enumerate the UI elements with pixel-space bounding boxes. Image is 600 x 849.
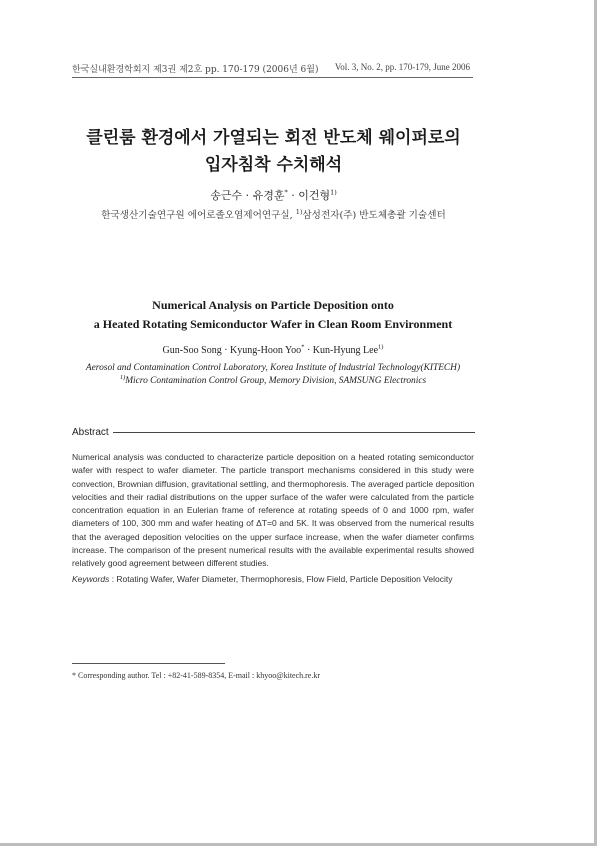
journal-header-english: Vol. 3, No. 2, pp. 170-179, June 2006: [334, 62, 470, 72]
keywords: [72, 574, 474, 584]
korean-authors: [0, 187, 547, 203]
english-author-names: Gun-Soo Song · Kyung-Hoon Yoo: [162, 345, 302, 356]
abstract-line: diameters of 100, 300 mm and wafer heating of ΔT=0 and 5K. It was observed from the numerical results: [72, 518, 474, 529]
footnote-divider: [72, 663, 225, 664]
abstract-label: Abstract: [72, 427, 109, 438]
abstract-line: relatively good agreement between different studies.: [72, 558, 269, 569]
header-divider: [72, 77, 473, 78]
korean-title: [0, 125, 547, 179]
korean-affiliation-second: 삼성전자(주) 반도체총괄 기술센터: [302, 210, 446, 221]
english-title-line-2: a Heated Rotating Semiconductor Wafer in Clean Room Environment: [93, 317, 453, 331]
korean-title-line-2: 입자침착 수치해석: [204, 155, 343, 175]
abstract-line: Numerical analysis was conducted to characterize particle deposition on a heated rotating semiconductor: [72, 452, 474, 462]
korean-affiliation-mark: 1): [295, 207, 303, 216]
korean-author-last: · 이건형: [287, 189, 331, 202]
korean-author-names: 송근수 · 유경훈: [210, 189, 285, 202]
keywords-label: Keywords: [72, 574, 110, 584]
english-author-last: · Kun-Hyung Lee: [304, 345, 379, 356]
korean-affiliation-main: 한국생산기술연구원 에어로졸오염제어연구실,: [101, 210, 296, 221]
abstract-line: velocities and their radial distributions on the upper surface of the wafer were calculated from the particle: [72, 491, 474, 502]
abstract-line: increase. The comparison of the present numerical results with the available experimental results showed: [72, 545, 474, 556]
english-affiliation-line-2-mark: 1): [119, 373, 126, 381]
english-affiliation: [0, 362, 546, 387]
keywords-text: : Rotating Wafer, Wafer Diameter, Thermophoresis, Flow Field, Particle Deposition Velocity: [109, 574, 453, 584]
corresponding-mark: *: [284, 188, 288, 197]
english-corresponding-mark: *: [301, 343, 305, 351]
affiliation-mark: 1): [330, 188, 337, 197]
corresponding-author-footnote: * Corresponding author. Tel : +82-41-589-8354, E-mail : khyoo@kitech.re.kr: [72, 671, 321, 680]
english-affiliation-mark: 1): [378, 343, 384, 351]
english-affiliation-line-1: Aerosol and Contamination Control Laboratory, Korea Institute of Industrial Technology(KITECH): [85, 363, 461, 373]
abstract-heading: [72, 427, 475, 438]
korean-title-line-1: 클린룸 환경에서 가열되는 회전 반도체 웨이퍼로의: [86, 128, 461, 148]
abstract-rule: [113, 432, 475, 433]
english-authors: [0, 345, 546, 356]
korean-affiliation: [0, 207, 547, 221]
english-affiliation-line-2: [0, 375, 546, 388]
english-affiliation-line-2-text: Micro Contamination Control Group, Memory Division, SAMSUNG Electronics: [125, 375, 427, 386]
english-title-line-1: Numerical Analysis on Particle Deposition onto: [152, 298, 394, 312]
abstract-line: convection, Brownian diffusion, gravitational settling, and thermophoresis. The averaged particle deposition: [72, 478, 474, 489]
english-title: [0, 296, 546, 334]
journal-header-korean: 한국실내환경학회지 제3권 제2호 pp. 170-179 (2006년 6월): [72, 65, 319, 75]
abstract-body: [72, 451, 474, 571]
abstract-line: that the averaged deposition velocities on the upper surface increase, when the wafer diameter confirms: [72, 531, 474, 542]
abstract-line: wafer with respect to wafer diameter. The particle transport mechanisms considered in this study were: [72, 465, 474, 476]
abstract-line: concentration equation in an Eulerian frame of reference at rotating speeds of 0 and 1000 rpm, wafer: [72, 505, 474, 516]
